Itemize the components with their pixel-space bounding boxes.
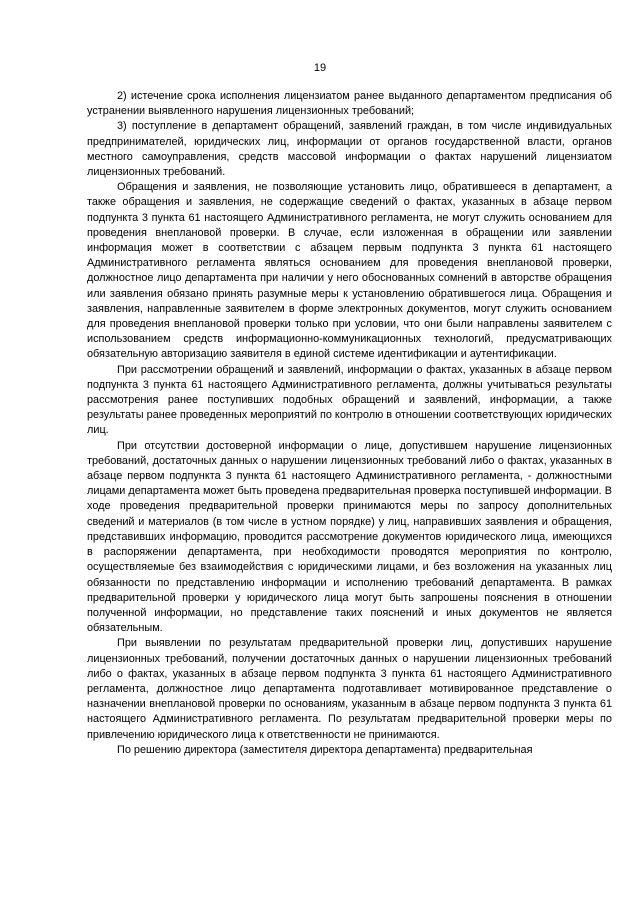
paragraph: Обращения и заявления, не позволяющие установить лицо, обратившееся в департамент, а также обращения и заявления, не содержащие сведений о фактах, указанных в абзаце первом подпункта 3 пункта 61 настоящего Административного регламента, не могут служить основанием для проведения внеплановой проверки. В случае, если изложенная в обращении или заявлении информация может в соответствии с абзацем первым подпункта 3 пункта 61 настоящего Административного регламента являться основанием для проведения внеплановой проверки, должностное лицо департамента при наличии у него обоснованных сомнений в авторстве обращения или заявления обязано принять разумные меры к установлению обратившегося лица. Обращения и заявления, направленные заявителем в форме электронных документов, могут служить основанием для проведения внеплановой проверки только при условии, что они были направлены заявителем с использованием средств информационно-коммуникационных технологий, предусматривающих обязательную авторизацию заявителя в единой системе идентификации и аутентификации. <box>87 181 612 361</box>
paragraph: 2) истечение срока исполнения лицензиатом ранее выданного департаментом предписания об устранении выявленного нарушения лицензионных требований; <box>87 90 612 118</box>
paragraph: При выявлении по результатам предварительной проверки лиц, допустивших нарушение лицензионных требований, получении достаточных данных о нарушении лицензионных требований либо о фактах, указанных в абзаце первом подпункта 3 пункта 61 настоящего Административного регламента, должностное лицо департамента подготавливает мотивированное представление о назначении внеплановой проверки по основаниям, указанным в абзаце первом подпункта 3 пункта 61 настоящего Административного регламента. По результатам предварительной проверки меры по привлечению юридического лица к ответственности не принимаются. <box>87 637 612 741</box>
paragraph: При отсутствии достоверной информации о лице, допустившем нарушение лицензионных требований, достаточных данных о нарушении лицензионных требований либо о фактах, указанных в абзаце первом подпункта 3 пункта 61 настоящего Административного регламента, - должностными лицами департамента может быть проведена предварительная проверка поступившей информации. В ходе проведения предварительной проверки принимаются меры по запросу дополнительных сведений и материалов (в том числе в устном порядке) у лиц, направивших заявления и обращения, представивших информацию, проводится рассмотрение документов юридического лица, имеющихся в распоряжении департамента, при необходимости проводятся мероприятия по контролю, осуществляемые без взаимодействия с юридическими лицами, и без возложения на указанных лиц обязанности по представлению информации и исполнению требований департамента. В рамках предварительной проверки у юридического лица могут быть запрошены пояснения в отношении полученной информации, но представление таких пояснений и иных документов не является обязательным. <box>87 439 612 635</box>
paragraph: При рассмотрении обращений и заявлений, информации о фактах, указанных в абзаце первом подпункта 3 пункта 61 настоящего Административного регламента, должны учитываться результаты рассмотрения ранее поступивших подобных обращений и заявлений, информации, а также результаты ранее проведенных мероприятий по контролю в отношении соответствующих юридических лиц. <box>87 363 612 437</box>
paragraph: 3) поступление в департамент обращений, заявлений граждан, в том числе индивидуальных предпринимателей, юридических лиц, информации от органов государственной власти, органов местного самоуправления, средств массовой информации о фактах нарушений лицензиатом лицензионных требований. <box>87 120 612 179</box>
page-number: 19 <box>313 62 327 74</box>
paragraph: По решению директора (заместителя директора департамента) предварительная <box>117 743 533 756</box>
document-body <box>87 89 612 758</box>
